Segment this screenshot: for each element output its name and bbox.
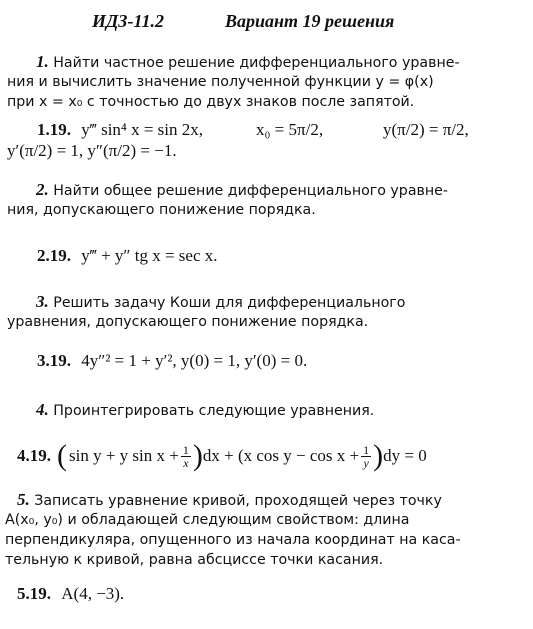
sol4-right-paren2: ) <box>373 439 384 472</box>
task1-line1 <box>36 52 460 73</box>
sol3-number: 3.19. <box>37 351 71 370</box>
sol4-line <box>17 436 427 476</box>
sol4-part2: dx + (x cos y − cos x + <box>202 446 360 465</box>
task5-line3: перпендикуляра, опущенного из начала координат на каса- <box>5 532 461 548</box>
task4-text1: Проинтегрировать следующие уравнения. <box>53 403 375 419</box>
sol4-right-paren: ) <box>192 439 203 472</box>
header-variant-title: Вариант 19 решения <box>225 11 395 31</box>
sol1-equation: y‴ sin⁴ x = sin 2x, <box>81 120 204 139</box>
task3-line2: уравнения, допускающего понижение порядка. <box>7 314 369 330</box>
task4-number: 4. <box>36 400 49 419</box>
task1-text1: Найти частное решение дифференциального уравне- <box>53 55 460 71</box>
task5-line2: A(x₀, y₀) и обладающей следующим свойством: длина <box>5 512 410 528</box>
task3-line1 <box>36 292 405 313</box>
sol1-number: 1.19. <box>37 120 71 139</box>
task5-line4: тельную к кривой, равна абсциссе точки касания. <box>5 552 384 568</box>
task3-number: 3. <box>36 292 49 311</box>
sol2-number: 2.19. <box>37 246 71 265</box>
sol2-equation: y‴ + y″ tg x = sec x. <box>81 246 218 265</box>
task1-line3: при x = x₀ с точностью до двух знаков после запятой. <box>7 94 415 110</box>
sol4-part3: dy = 0 <box>383 446 427 465</box>
sol3-equation: 4y″² = 1 + y′², y(0) = 1, y′(0) = 0. <box>81 351 308 370</box>
task5-line1 <box>17 490 442 511</box>
sol1-x0: x₀ = 5π/2, <box>256 120 324 139</box>
sol2-line <box>37 246 218 266</box>
task1-line2: ния и вычислить значение полученной функции y = φ(x) <box>7 74 434 90</box>
task5-text1: Записать уравнение кривой, проходящей через точку <box>34 493 442 509</box>
sol4-fraction2-denominator: y <box>363 455 369 470</box>
sol4-fraction1-numerator: 1 <box>182 442 189 457</box>
task5-number: 5. <box>17 490 30 509</box>
sol5-line <box>17 584 124 604</box>
sol4-fraction2-numerator: 1 <box>363 442 370 457</box>
sol1-condition1: y(π/2) = π/2, <box>383 120 469 139</box>
task1-number: 1. <box>36 52 49 71</box>
task2-text1: Найти общее решение дифференциального уравне- <box>53 183 448 199</box>
sol4-fraction1-denominator: x <box>183 455 189 470</box>
sol4-left-paren: ( <box>57 439 67 472</box>
sol4-fraction1 <box>181 444 191 469</box>
header-variant-code: ИДЗ-11.2 <box>92 11 164 31</box>
sol5-point: A(4, −3). <box>61 584 125 603</box>
sol1-line1 <box>37 120 203 140</box>
sol4-part1: sin y + y sin x + <box>69 446 179 465</box>
task3-text1: Решить задачу Коши для дифференциального <box>53 295 406 311</box>
task2-line2: ния, допускающего понижение порядка. <box>7 202 316 218</box>
sol4-number: 4.19. <box>17 446 51 465</box>
task2-number: 2. <box>36 180 49 199</box>
sol3-line <box>37 351 307 371</box>
sol4-fraction2 <box>361 444 371 469</box>
task2-line1 <box>36 180 448 201</box>
sol1-line2: y′(π/2) = 1, y″(π/2) = −1. <box>7 141 177 160</box>
task4-line1 <box>36 400 374 421</box>
sol5-number: 5.19. <box>17 584 51 603</box>
